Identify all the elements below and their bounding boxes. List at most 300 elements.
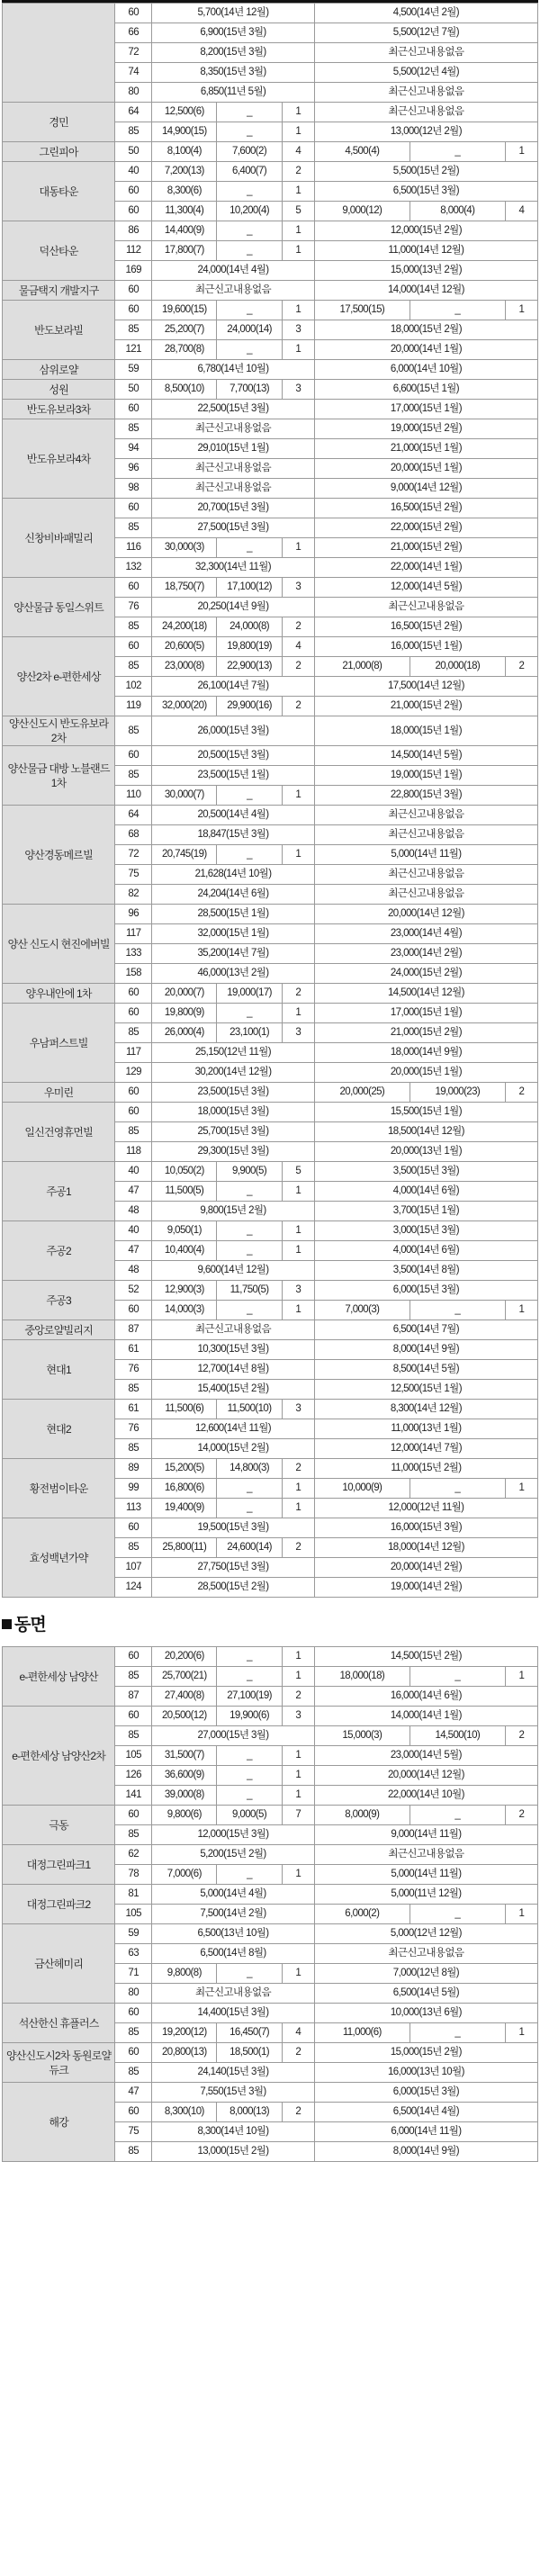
- table-row: [3, 1707, 538, 1726]
- sale-price-low-cell: _: [217, 1964, 282, 1984]
- sale-count-cell: 1: [282, 1667, 314, 1687]
- area-cell: 126: [115, 1766, 152, 1786]
- area-cell: 113: [115, 1499, 152, 1518]
- complex-name: 중앙로얄빌리지: [3, 1320, 115, 1340]
- lease-price-cell: 5,000(12년 12월): [314, 1924, 537, 1944]
- sale-price-cell: 7,000(6): [152, 1865, 217, 1885]
- lease-price-low-cell: _: [410, 1905, 505, 1924]
- sale-price-cell: 5,700(14년 12월): [152, 4, 315, 23]
- area-cell: 85: [115, 716, 152, 746]
- sale-price-low-cell: _: [217, 1499, 282, 1518]
- sale-count-cell: 2: [282, 1459, 314, 1479]
- area-cell: 60: [115, 1103, 152, 1122]
- table-row: [3, 1459, 538, 1479]
- sale-count-cell: 2: [282, 2043, 314, 2063]
- sale-price-low-cell: 17,100(12): [217, 578, 282, 598]
- sale-price-low-cell: _: [217, 1301, 282, 1320]
- sale-price-cell: 15,400(15년 2월): [152, 1380, 315, 1400]
- sale-count-cell: 3: [282, 320, 314, 340]
- lease-price-cell: 최근신고내용없음: [314, 43, 537, 63]
- area-cell: 121: [115, 340, 152, 360]
- lease-price-low-cell: _: [410, 301, 505, 320]
- table-row: [3, 578, 538, 598]
- sale-price-cell: 6,500(13년 10월): [152, 1924, 315, 1944]
- area-cell: 60: [115, 2103, 152, 2122]
- lease-count-cell: 1: [505, 301, 537, 320]
- area-cell: 78: [115, 1865, 152, 1885]
- sale-price-low-cell: 16,450(7): [217, 2023, 282, 2043]
- sale-count-cell: 1: [282, 103, 314, 122]
- table-row: [3, 746, 538, 766]
- lease-price-cell: 18,000(15년 2월): [314, 320, 537, 340]
- sale-price-low-cell: _: [217, 1182, 282, 1202]
- lease-price-cell: 최근신고내용없음: [314, 598, 537, 617]
- sale-price-cell: 36,600(9): [152, 1766, 217, 1786]
- table-row: [3, 1518, 538, 1538]
- area-cell: 81: [115, 1885, 152, 1905]
- lease-price-cell: 14,500(14년 12월): [314, 984, 537, 1004]
- lease-price-cell: 7,000(12년 8월): [314, 1964, 537, 1984]
- lease-price-cell: 5,000(14년 11월): [314, 845, 537, 865]
- sale-price-low-cell: _: [217, 1746, 282, 1766]
- lease-price-cell: 3,700(15년 1월): [314, 1202, 537, 1221]
- sale-price-cell: 27,500(15년 3월): [152, 518, 315, 538]
- table-row: [3, 637, 538, 657]
- sale-price-cell: 10,300(15년 3월): [152, 1340, 315, 1360]
- table-row: [3, 1340, 538, 1360]
- lease-price-cell: 21,000(15년 2월): [314, 538, 537, 558]
- lease-price-cell: 22,000(14년 10월): [314, 1786, 537, 1806]
- area-cell: 60: [115, 202, 152, 221]
- area-cell: 60: [115, 4, 152, 23]
- sale-price-cell: 20,250(14년 9월): [152, 598, 315, 617]
- sale-price-cell: 24,140(15년 3월): [152, 2063, 315, 2083]
- table-row: [3, 1924, 538, 1944]
- area-cell: 85: [115, 657, 152, 677]
- sale-price-cell: 31,500(7): [152, 1746, 217, 1766]
- lease-price-low-cell: _: [410, 1479, 505, 1499]
- sale-price-low-cell: _: [217, 301, 282, 320]
- table-row: [3, 1221, 538, 1241]
- area-cell: 80: [115, 1984, 152, 2004]
- sale-price-cell: 최근신고내용없음: [152, 281, 315, 301]
- sale-price-cell: 6,780(14년 10월): [152, 360, 315, 380]
- sale-price-cell: 23,000(8): [152, 657, 217, 677]
- area-cell: 60: [115, 1004, 152, 1023]
- sale-price-cell: 28,500(15년 2월): [152, 1578, 315, 1598]
- lease-price-cell: 18,500(14년 12월): [314, 1122, 537, 1142]
- area-cell: 102: [115, 677, 152, 697]
- lease-price-cell: 8,000(14년 9월): [314, 1340, 537, 1360]
- lease-price-low-cell: _: [410, 1806, 505, 1825]
- lease-price-low-cell: 20,000(18): [410, 657, 505, 677]
- area-cell: 71: [115, 1964, 152, 1984]
- lease-price-cell: 22,800(15년 3월): [314, 786, 537, 806]
- complex-name: 대정그린파크2: [3, 1885, 115, 1924]
- sale-count-cell: 1: [282, 1004, 314, 1023]
- sale-price-cell: 9,800(6): [152, 1806, 217, 1825]
- lease-count-cell: 2: [505, 1726, 537, 1746]
- complex-name: 경민: [3, 103, 115, 142]
- area-cell: 117: [115, 924, 152, 944]
- sale-count-cell: 1: [282, 1766, 314, 1786]
- sale-price-cell: 18,847(15년 3월): [152, 825, 315, 845]
- sale-price-cell: 24,204(14년 6월): [152, 885, 315, 905]
- area-cell: 74: [115, 63, 152, 83]
- area-cell: 40: [115, 1221, 152, 1241]
- area-cell: 60: [115, 281, 152, 301]
- area-cell: 60: [115, 578, 152, 598]
- sale-price-cell: 23,500(15년 3월): [152, 1083, 315, 1103]
- lease-count-cell: 1: [505, 142, 537, 162]
- sale-price-cell: 8,300(10): [152, 2103, 217, 2122]
- table-row: [3, 1885, 538, 1905]
- area-cell: 98: [115, 479, 152, 499]
- sale-price-cell: 19,500(15년 3월): [152, 1518, 315, 1538]
- sale-price-cell: 6,900(15년 3월): [152, 23, 315, 43]
- sale-count-cell: 1: [282, 1647, 314, 1667]
- sale-price-cell: 32,000(15년 1월): [152, 924, 315, 944]
- area-cell: 85: [115, 1023, 152, 1043]
- area-cell: 60: [115, 2004, 152, 2023]
- sale-price-low-cell: _: [217, 1221, 282, 1241]
- area-cell: 47: [115, 1182, 152, 1202]
- lease-price-cell: 17,000(15년 1월): [314, 1004, 537, 1023]
- sale-price-cell: 8,300(6): [152, 182, 217, 202]
- area-cell: 72: [115, 43, 152, 63]
- lease-price-cell: 22,000(14년 1월): [314, 558, 537, 578]
- lease-price-cell: 21,000(15년 1월): [314, 439, 537, 459]
- sale-price-cell: 32,300(14년 11월): [152, 558, 315, 578]
- lease-price-cell: 11,000(14년 12월): [314, 241, 537, 261]
- complex-name: 대정그린파크1: [3, 1845, 115, 1885]
- complex-name: 양산물금 동일스위트: [3, 578, 115, 637]
- sale-price-low-cell: _: [217, 1865, 282, 1885]
- lease-price-cell: 23,000(14년 2월): [314, 944, 537, 964]
- sale-price-cell: 27,750(15년 3월): [152, 1558, 315, 1578]
- sale-price-cell: 30,000(7): [152, 786, 217, 806]
- complex-name: 덕산타운: [3, 221, 115, 281]
- lease-price-cell: 8,300(14년 12월): [314, 1400, 537, 1419]
- area-cell: 60: [115, 984, 152, 1004]
- table-row: [3, 984, 538, 1004]
- area-cell: 94: [115, 439, 152, 459]
- area-cell: 99: [115, 1479, 152, 1499]
- complex-name: 금산헤미리: [3, 1924, 115, 2004]
- complex-name: 반도유보라4차: [3, 419, 115, 499]
- sale-price-cell: 6,850(11년 5월): [152, 83, 315, 103]
- area-cell: 82: [115, 885, 152, 905]
- area-cell: 76: [115, 598, 152, 617]
- area-cell: 107: [115, 1558, 152, 1578]
- lease-price-cell: 6,600(15년 1월): [314, 380, 537, 400]
- lease-price-low-cell: 14,500(10): [410, 1726, 505, 1746]
- sale-price-low-cell: 24,000(8): [217, 617, 282, 637]
- area-cell: 60: [115, 1806, 152, 1825]
- area-cell: 110: [115, 786, 152, 806]
- lease-price-cell: 16,500(15년 2월): [314, 617, 537, 637]
- area-cell: 96: [115, 905, 152, 924]
- sale-price-low-cell: _: [217, 182, 282, 202]
- lease-price-cell: 최근신고내용없음: [314, 1944, 537, 1964]
- lease-price-cell: 14,000(14년 1월): [314, 1707, 537, 1726]
- sale-count-cell: 1: [282, 1182, 314, 1202]
- sale-price-low-cell: _: [217, 538, 282, 558]
- sale-price-cell: 27,000(15년 3월): [152, 1726, 315, 1746]
- area-cell: 48: [115, 1261, 152, 1281]
- lease-price-cell: 6,000(15년 3월): [314, 1281, 537, 1301]
- table-row: [3, 142, 538, 162]
- sale-price-cell: 26,000(4): [152, 1023, 217, 1043]
- lease-price-cell: 13,000(12년 2월): [314, 122, 537, 142]
- sale-price-low-cell: 29,900(16): [217, 697, 282, 716]
- area-cell: 132: [115, 558, 152, 578]
- sale-price-low-cell: _: [217, 1479, 282, 1499]
- area-cell: 96: [115, 459, 152, 479]
- area-cell: 85: [115, 2063, 152, 2083]
- area-cell: 133: [115, 944, 152, 964]
- sale-price-cell: 25,700(21): [152, 1667, 217, 1687]
- sale-price-low-cell: 9,900(5): [217, 1162, 282, 1182]
- sale-price-low-cell: _: [217, 221, 282, 241]
- lease-price-cell: 14,500(14년 5월): [314, 746, 537, 766]
- complex-name: 우미린: [3, 1083, 115, 1103]
- lease-price-cell: 3,500(15년 3월): [314, 1162, 537, 1182]
- sale-price-low-cell: 7,600(2): [217, 142, 282, 162]
- sale-price-cell: 39,000(8): [152, 1786, 217, 1806]
- sale-price-cell: 11,500(6): [152, 1400, 217, 1419]
- area-cell: 105: [115, 1746, 152, 1766]
- lease-price-cell: 5,500(12년 4월): [314, 63, 537, 83]
- lease-count-cell: 1: [505, 2023, 537, 2043]
- sale-price-cell: 13,000(15년 2월): [152, 2142, 315, 2162]
- lease-price-cell: 10,000(13년 6월): [314, 2004, 537, 2023]
- lease-price-cell: 17,500(14년 12월): [314, 677, 537, 697]
- sale-count-cell: 1: [282, 221, 314, 241]
- sale-price-cell: 26,100(14년 7월): [152, 677, 315, 697]
- table-row: [3, 499, 538, 518]
- area-cell: 60: [115, 1518, 152, 1538]
- area-cell: 85: [115, 2142, 152, 2162]
- area-cell: 119: [115, 697, 152, 716]
- lease-count-cell: 1: [505, 1301, 537, 1320]
- complex-name: 현대1: [3, 1340, 115, 1400]
- lease-price-cell: 6,500(14년 5월): [314, 1984, 537, 2004]
- lease-price-cell: 14,000(14년 12월): [314, 281, 537, 301]
- area-cell: 85: [115, 1825, 152, 1845]
- complex-name: 그린피아: [3, 142, 115, 162]
- sale-price-cell: 8,200(15년 3월): [152, 43, 315, 63]
- table-row: [3, 1806, 538, 1825]
- complex-name: 주공3: [3, 1281, 115, 1320]
- table-row: [3, 716, 538, 746]
- sale-price-cell: 최근신고내용없음: [152, 1984, 315, 2004]
- table-row: [3, 162, 538, 182]
- sale-price-cell: 9,800(15년 2월): [152, 1202, 315, 1221]
- lease-price-cell: 3,000(15년 3월): [314, 1221, 537, 1241]
- sale-count-cell: 1: [282, 786, 314, 806]
- lease-price-cell: 최근신고내용없음: [314, 806, 537, 825]
- lease-price-cell: 20,000(14년 1월): [314, 340, 537, 360]
- lease-price-cell: 23,000(14년 4월): [314, 924, 537, 944]
- sale-price-cell: 35,200(14년 7월): [152, 944, 315, 964]
- sale-count-cell: 2: [282, 2103, 314, 2122]
- sale-price-low-cell: 11,750(5): [217, 1281, 282, 1301]
- sale-price-cell: 24,000(14년 4월): [152, 261, 315, 281]
- sale-price-cell: 5,000(14년 4월): [152, 1885, 315, 1905]
- complex-name: 신창비바패밀리: [3, 499, 115, 578]
- lease-price-cell: 16,000(13년 10월): [314, 2063, 537, 2083]
- lease-count-cell: 2: [505, 657, 537, 677]
- lease-price-cell: 6,000(14년 11월): [314, 2122, 537, 2142]
- lease-count-cell: 1: [505, 1479, 537, 1499]
- area-cell: 60: [115, 746, 152, 766]
- area-cell: 112: [115, 241, 152, 261]
- lease-price-cell: 6,000(15년 3월): [314, 2083, 537, 2103]
- lease-price-cell: 6,000(14년 10월): [314, 360, 537, 380]
- sale-count-cell: 1: [282, 1746, 314, 1766]
- table-row: [3, 1103, 538, 1122]
- lease-price-cell: 19,000(15년 1월): [314, 766, 537, 786]
- sale-count-cell: 3: [282, 1400, 314, 1419]
- lease-price-cell: 12,000(12년 11월): [314, 1499, 537, 1518]
- area-cell: 85: [115, 1667, 152, 1687]
- table-row: [3, 103, 538, 122]
- sale-price-cell: 14,400(15년 3월): [152, 2004, 315, 2023]
- sale-count-cell: 2: [282, 1538, 314, 1558]
- sale-count-cell: 4: [282, 2023, 314, 2043]
- table-row: [3, 281, 538, 301]
- sale-price-low-cell: 7,700(13): [217, 380, 282, 400]
- complex-name: 성원: [3, 380, 115, 400]
- sale-price-low-cell: _: [217, 1647, 282, 1667]
- table-row: [3, 905, 538, 924]
- sale-price-low-cell: 8,000(13): [217, 2103, 282, 2122]
- table-row: [3, 1083, 538, 1103]
- lease-price-cell: 4,000(14년 6월): [314, 1241, 537, 1261]
- area-cell: 66: [115, 23, 152, 43]
- lease-price-cell: 16,000(15년 1월): [314, 637, 537, 657]
- lease-price-cell: 20,000(14년 12월): [314, 1766, 537, 1786]
- sale-price-cell: 20,500(14년 4월): [152, 806, 315, 825]
- area-cell: 85: [115, 1726, 152, 1746]
- table-row: [3, 2004, 538, 2023]
- sale-price-cell: 11,300(4): [152, 202, 217, 221]
- sale-count-cell: 1: [282, 538, 314, 558]
- sale-price-low-cell: 19,900(6): [217, 1707, 282, 1726]
- lease-price-cell: 18,000(14년 9월): [314, 1043, 537, 1063]
- sale-price-low-cell: _: [217, 340, 282, 360]
- lease-price-cell: 17,500(15): [314, 301, 410, 320]
- lease-price-cell: 3,500(14년 8월): [314, 1261, 537, 1281]
- area-cell: 40: [115, 1162, 152, 1182]
- sale-price-low-cell: 10,200(4): [217, 202, 282, 221]
- lease-price-cell: 8,000(9): [314, 1806, 410, 1825]
- sale-price-cell: 9,800(8): [152, 1964, 217, 1984]
- complex-name: 반도보라빌: [3, 301, 115, 360]
- sale-price-cell: 최근신고내용없음: [152, 479, 315, 499]
- lease-price-cell: 22,000(15년 2월): [314, 518, 537, 538]
- lease-price-cell: 5,500(12년 7월): [314, 23, 537, 43]
- area-cell: 50: [115, 380, 152, 400]
- sale-price-low-cell: _: [217, 241, 282, 261]
- sale-price-cell: 19,600(15): [152, 301, 217, 320]
- sale-price-cell: 11,500(5): [152, 1182, 217, 1202]
- sale-price-cell: 12,700(14년 8월): [152, 1360, 315, 1380]
- lease-price-cell: 최근신고내용없음: [314, 885, 537, 905]
- area-cell: 85: [115, 1538, 152, 1558]
- sale-count-cell: 1: [282, 1301, 314, 1320]
- sale-price-cell: 32,000(20): [152, 697, 217, 716]
- sale-price-cell: 20,700(15년 3월): [152, 499, 315, 518]
- area-cell: 63: [115, 1944, 152, 1964]
- sale-count-cell: 1: [282, 1865, 314, 1885]
- lease-price-cell: 16,000(14년 6월): [314, 1687, 537, 1707]
- area-cell: 85: [115, 1439, 152, 1459]
- lease-price-cell: 6,500(15년 3월): [314, 182, 537, 202]
- area-cell: 75: [115, 865, 152, 885]
- sale-price-low-cell: _: [217, 103, 282, 122]
- complex-name: 양산신도시 반도유보라 2차: [3, 716, 115, 746]
- lease-price-cell: 10,000(9): [314, 1479, 410, 1499]
- lease-price-cell: 5,500(15년 2월): [314, 162, 537, 182]
- complex-name: 양산2차 e-편한세상: [3, 637, 115, 716]
- area-cell: 89: [115, 1459, 152, 1479]
- sale-price-cell: 20,500(15년 3월): [152, 746, 315, 766]
- area-cell: 62: [115, 1845, 152, 1865]
- area-cell: 52: [115, 1281, 152, 1301]
- area-cell: 105: [115, 1905, 152, 1924]
- lease-count-cell: 4: [505, 202, 537, 221]
- sale-price-cell: 25,700(15년 3월): [152, 1122, 315, 1142]
- complex-name: 일신건영휴먼빌: [3, 1103, 115, 1162]
- table-row: [3, 419, 538, 439]
- complex-name: e-편한세상 남양산2차: [3, 1707, 115, 1806]
- sale-price-low-cell: _: [217, 122, 282, 142]
- area-cell: 47: [115, 1241, 152, 1261]
- lease-count-cell: 2: [505, 1083, 537, 1103]
- lease-price-cell: 18,000(15년 1월): [314, 716, 537, 746]
- area-cell: 76: [115, 1419, 152, 1439]
- sale-price-cell: 7,500(14년 2월): [152, 1905, 315, 1924]
- sale-price-cell: 28,500(15년 1월): [152, 905, 315, 924]
- table-row: [3, 2083, 538, 2103]
- area-cell: 87: [115, 1687, 152, 1707]
- lease-price-cell: 19,000(14년 2월): [314, 1578, 537, 1598]
- lease-price-cell: 9,000(12): [314, 202, 410, 221]
- complex-name: 반도유보라3차: [3, 400, 115, 419]
- lease-count-cell: 1: [505, 1667, 537, 1687]
- area-cell: 85: [115, 122, 152, 142]
- sale-price-cell: 28,700(8): [152, 340, 217, 360]
- sale-price-low-cell: 23,100(1): [217, 1023, 282, 1043]
- lease-price-low-cell: _: [410, 142, 505, 162]
- sale-price-cell: 20,000(7): [152, 984, 217, 1004]
- sale-price-cell: 9,600(14년 12월): [152, 1261, 315, 1281]
- area-cell: 60: [115, 1083, 152, 1103]
- area-cell: 85: [115, 1380, 152, 1400]
- area-cell: 59: [115, 360, 152, 380]
- sale-price-low-cell: 27,100(19): [217, 1687, 282, 1707]
- sale-price-cell: 27,400(8): [152, 1687, 217, 1707]
- lease-price-cell: 최근신고내용없음: [314, 865, 537, 885]
- sale-count-cell: 1: [282, 122, 314, 142]
- complex-name: 현대2: [3, 1400, 115, 1459]
- table-row: [3, 301, 538, 320]
- lease-price-cell: 8,000(14년 9월): [314, 2142, 537, 2162]
- area-cell: 68: [115, 825, 152, 845]
- complex-name: 효성백년가약: [3, 1518, 115, 1598]
